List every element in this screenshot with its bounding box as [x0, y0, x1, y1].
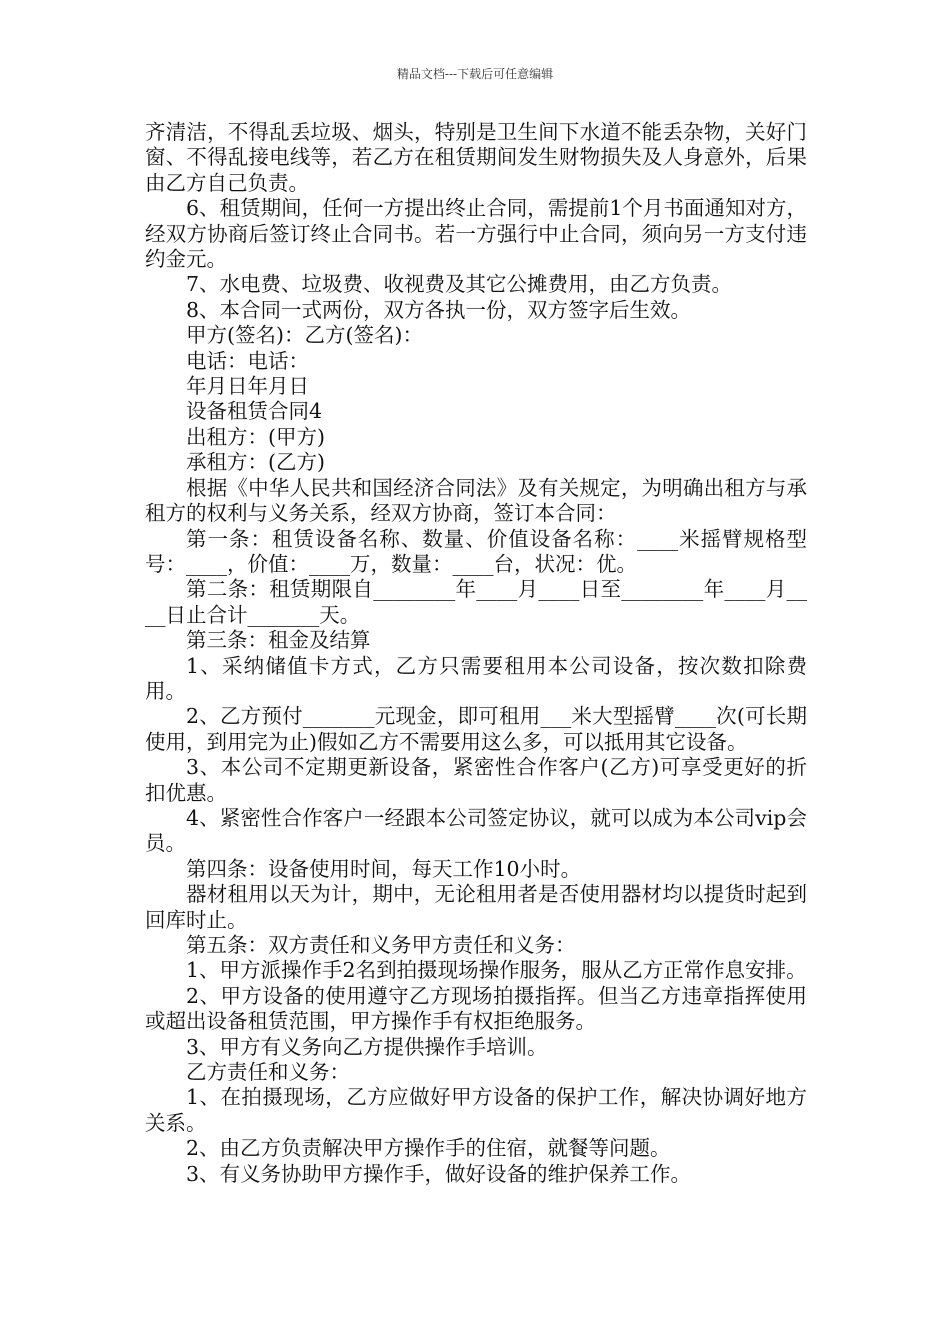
clause-7: 7、水电费、垃圾费、收视费及其它公摊费用，由乙方负责。	[186, 272, 733, 297]
party-b-heading: 乙方责任和义务：	[186, 1060, 350, 1085]
article-5-heading: 第五条：双方责任和义务甲方责任和义务：	[186, 933, 576, 957]
party-b-duty-1: 1、在拍摄现场，乙方应做好甲方设备的保护工作，解决协调好地方关系。	[145, 1085, 807, 1135]
article-3-item-2: 2、乙方预付_______元现金，即可租用___米大型摇臂____次(可长期使用，到用完为止)假如乙方不需要用这么多，可以抵用其它设备。	[145, 704, 807, 754]
article-3-heading: 第三条：租金及结算	[186, 628, 371, 653]
party-b-duty-2: 2、由乙方负责解决甲方操作手的住宿，就餐等问题。	[186, 1136, 671, 1161]
article-3-item-1: 1、采纳储值卡方式，乙方只需要租用本公司设备，按次数扣除费用。	[145, 653, 807, 703]
article-2: 第二条：租赁期限自________年____月____日至________年____月____日止合计_______天。	[145, 577, 807, 627]
contract-title: 设备租赁合同4	[186, 399, 323, 424]
party-a-duty-3: 3、甲方有义务向乙方提供操作手培训。	[186, 1034, 548, 1059]
document-body	[145, 120, 807, 1187]
signature-line: 甲方(签名)：乙方(签名)：	[186, 323, 423, 348]
article-3-item-3: 3、本公司不定期更新设备，紧密性合作客户(乙方)可享受更好的折扣优惠。	[145, 755, 807, 805]
paragraph-continuation: 齐清洁，不得乱丢垃圾、烟头，特别是卫生间下水道不能丢杂物，关好门窗、不得乱接电线等，若乙方在租赁期间发生财物损失及人身意外，后果由乙方自己负责。	[145, 120, 807, 195]
article-1: 第一条：租赁设备名称、数量、价值设备名称：____米摇臂规格型号：____，价值：____万，数量：____台，状况：优。	[145, 526, 807, 576]
article-4-detail: 器材租用以天为计，期中，无论租用者是否使用器材均以提货时起到回库时止。	[145, 882, 807, 932]
clause-6: 6、租赁期间，任何一方提出终止合同，需提前1个月书面通知对方，经双方协商后签订终止合同书。若一方强行中止合同，须向另一方支付违约金元。	[145, 196, 807, 272]
preamble: 根据《中华人民共和国经济合同法》及有关规定，为明确出租方与承租方的权利与义务关系，经双方协商，签订本合同：	[145, 475, 807, 526]
party-b-duty-3: 3、有义务协助甲方操作手，做好设备的维护保养工作。	[186, 1161, 692, 1186]
lessor-line: 出租方：(甲方)	[186, 424, 325, 449]
lessee-line: 承租方：(乙方)	[186, 450, 325, 475]
clause-8: 8、本合同一式两份，双方各执一份，双方签字后生效。	[186, 297, 692, 322]
page-header: 精品文档---下载后可任意编辑	[396, 67, 554, 81]
party-a-duty-1: 1、甲方派操作手2名到拍摄现场操作服务，服从乙方正常作息安排。	[186, 958, 807, 983]
date-line: 年月日年月日	[186, 374, 309, 399]
article-4: 第四条：设备使用时间，每天工作10小时。	[186, 856, 582, 881]
article-3-item-4: 4、紧密性合作客户一经跟本公司签定协议，就可以成为本公司vip会员。	[145, 805, 807, 856]
party-a-duty-2: 2、甲方设备的使用遵守乙方现场拍摄指挥。但当乙方违章指挥使用或超出设备租赁范围，甲方操作手有权拒绝服务。	[145, 983, 807, 1034]
phone-line: 电话：电话：	[186, 348, 309, 373]
